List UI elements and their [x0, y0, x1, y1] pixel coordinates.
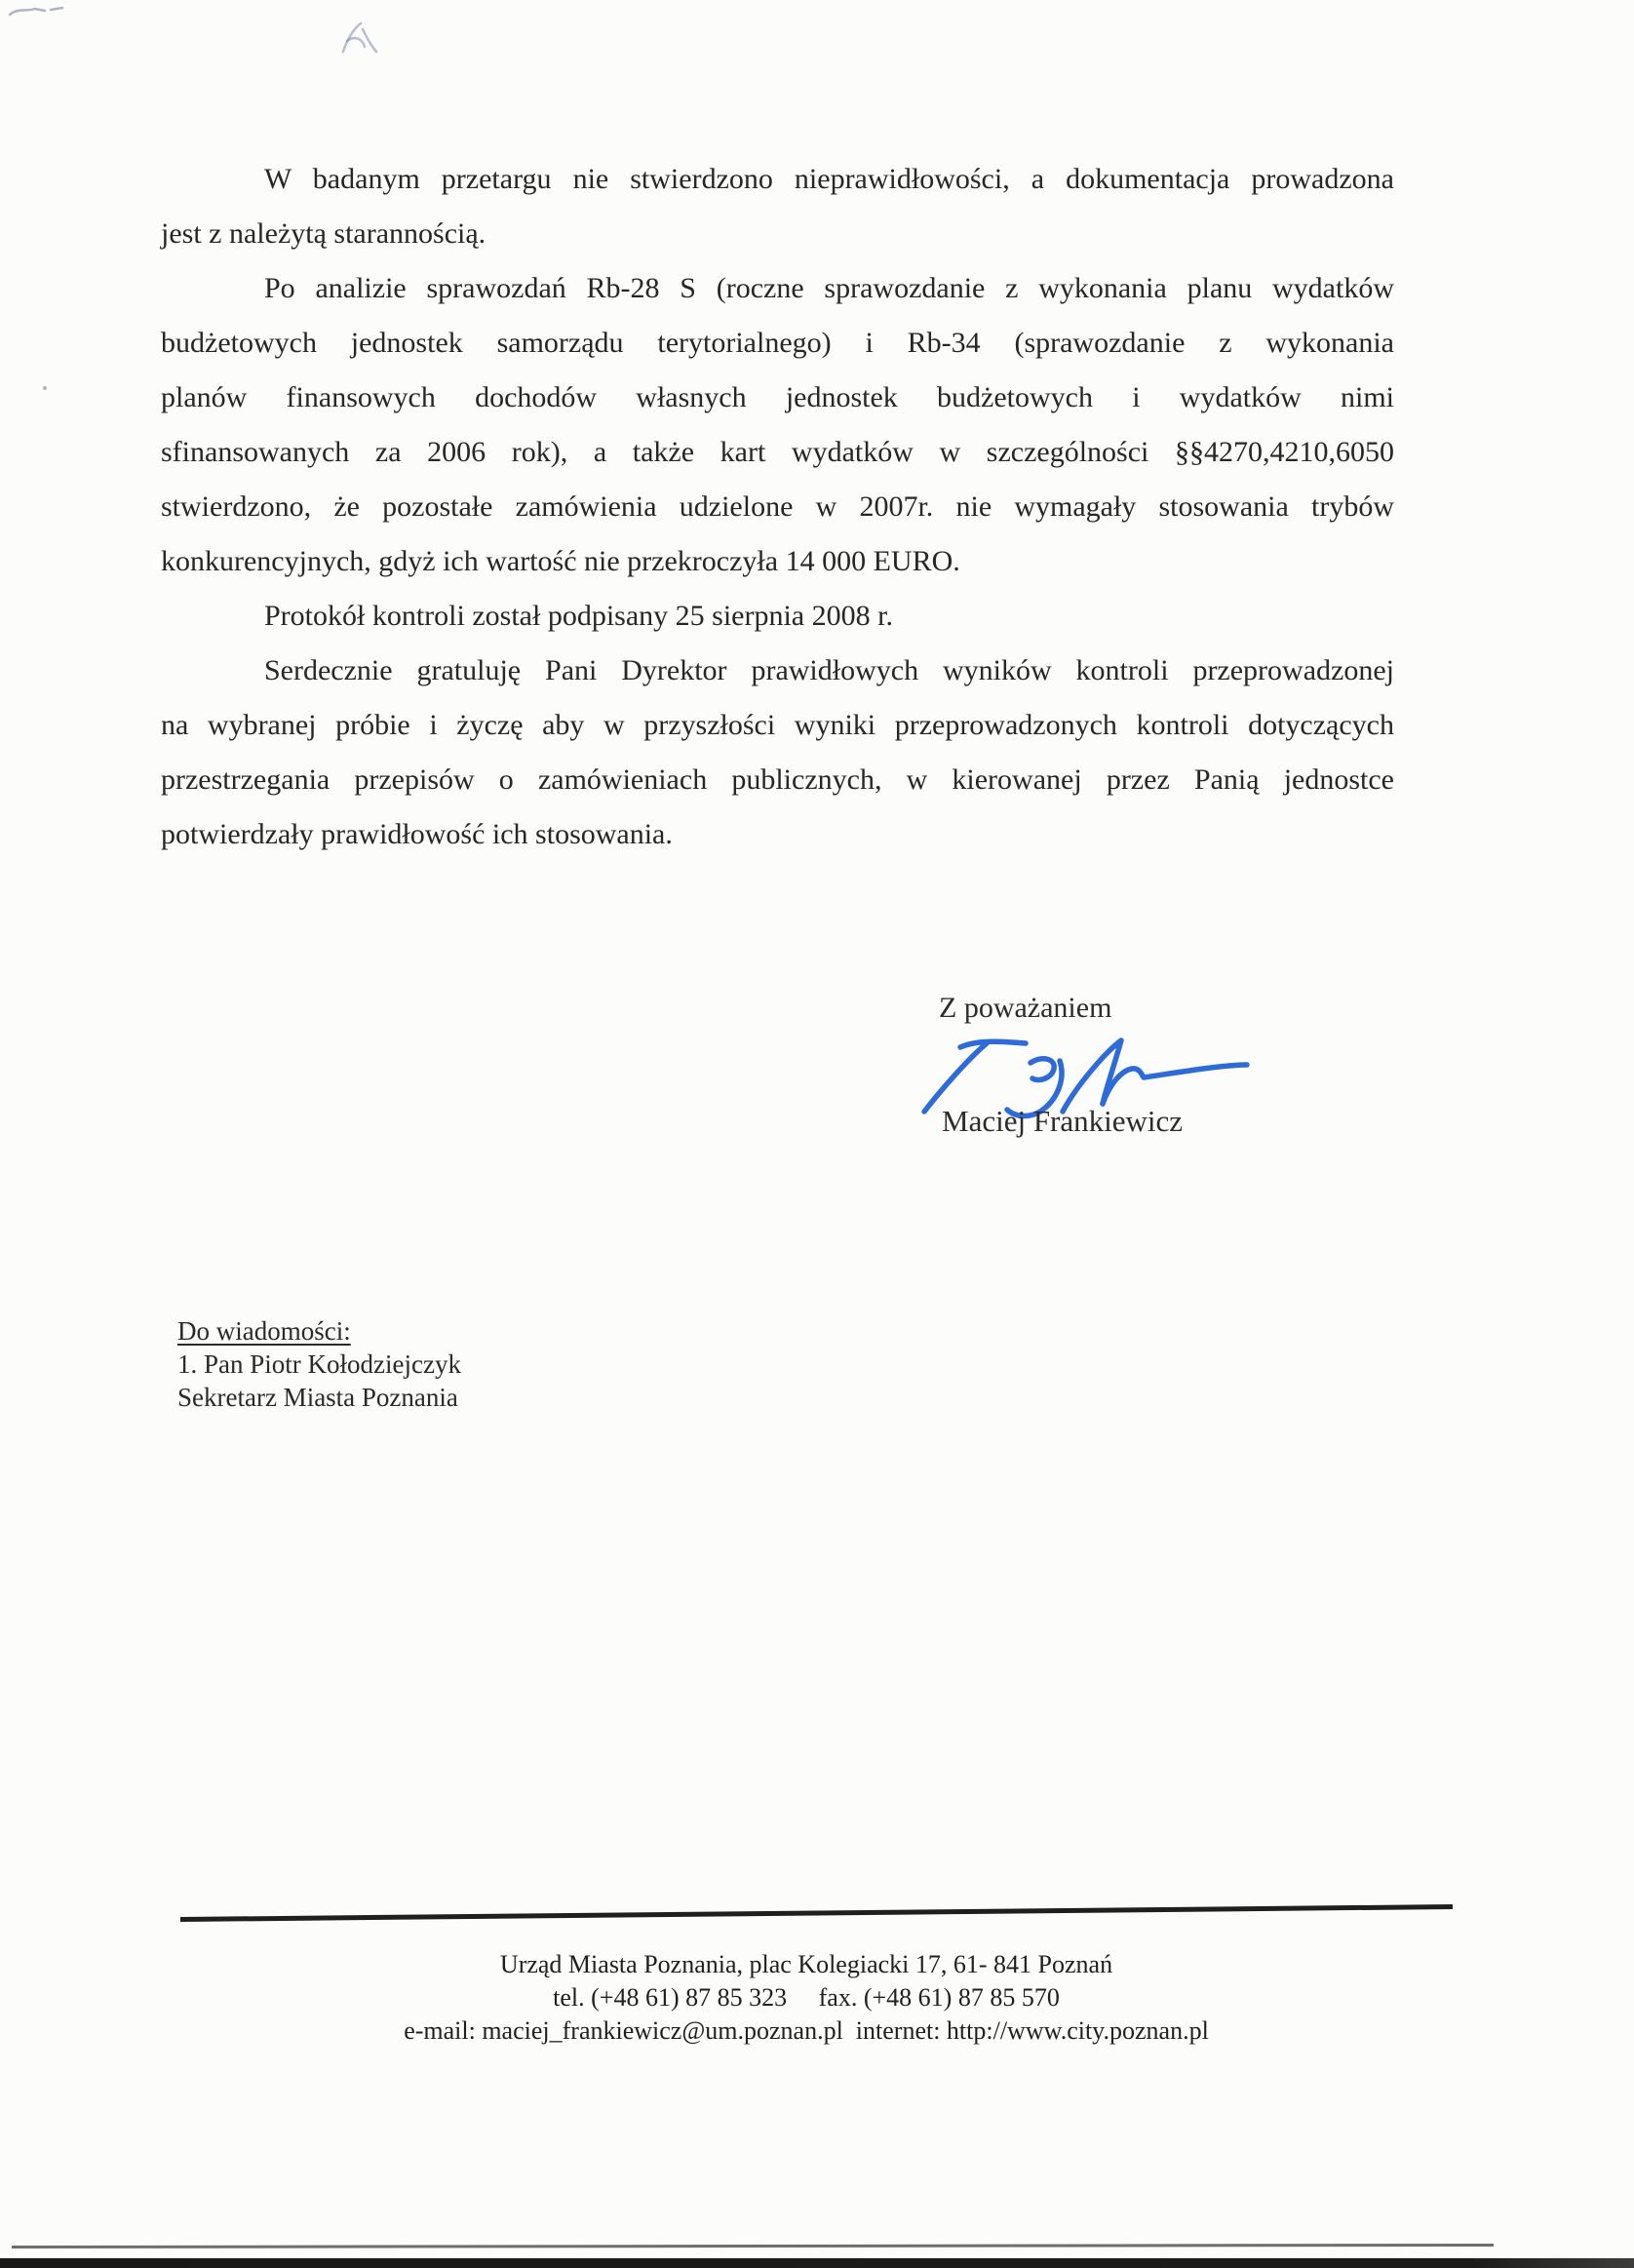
body-line: potwierdzały prawidłowość ich stosowania. [161, 818, 673, 850]
signature-stroke [1103, 1065, 1247, 1104]
body-line: Po analizie sprawozdań Rb-28 S (roczne sprawozdanie z wykonania planu wydatków [264, 272, 1394, 304]
body-line: jest z należytą starannością. [161, 217, 486, 250]
signature-stroke [1031, 1059, 1054, 1080]
cc-heading: Do wiadomości: [177, 1316, 351, 1346]
footer-address: Urząd Miasta Poznania, plac Kolegiacki 17, 61- 841 Poznań [499, 1950, 1113, 1978]
footer [0, 1948, 1613, 2048]
scan-artifact-speck [43, 386, 47, 390]
footer-contact: e-mail: maciej_frankiewicz@um.poznan.pl internet: http://www.city.poznan.pl [404, 2016, 1209, 2045]
body-line: stwierdzono, że pozostałe zamówienia udzielone w 2007r. nie wymagały stosowania trybów [161, 490, 1394, 523]
letter-body [161, 152, 1394, 862]
signer-name: Maciej Frankiewicz [942, 1104, 1184, 1138]
body-line: Protokół kontroli został podpisany 25 sierpnia 2008 r. [264, 600, 893, 632]
scan-artifact-mark [8, 2, 66, 21]
closing-text: Z poważaniem [939, 992, 1112, 1024]
body-line: konkurencyjnych, gdyż ich wartość nie przekroczyła 14 000 EURO. [161, 545, 960, 577]
body-line: sfinansowanych za 2006 rok), a także kart wydatków w szczególności §§4270,4210,6050 [161, 436, 1394, 468]
scan-artifact-mark [331, 20, 385, 59]
body-line: planów finansowych dochodów własnych jednostek budżetowych i wydatków nimi [161, 381, 1394, 413]
body-line: na wybranej próbie i życzę aby w przyszłości wyniki przeprowadzonych kontroli dotyczących [161, 709, 1394, 741]
footer-divider [180, 1904, 1453, 1922]
cc-block [177, 1314, 461, 1414]
footer-phone-fax: tel. (+48 61) 87 85 323 fax. (+48 61) 87 85 570 [553, 1983, 1060, 2012]
signature-stroke [960, 1041, 1026, 1047]
body-line: przestrzegania przepisów o zamówieniach publicznych, w kierowanej przez Panią jednostce [161, 763, 1394, 796]
scan-edge-line [12, 2244, 1494, 2248]
body-line: W badanym przetargu nie stwierdzono nieprawidłowości, a dokumentacja prowadzona [264, 163, 1394, 195]
body-line: budżetowych jednostek samorządu terytorialnego) i Rb-34 (sprawozdanie z wykonania [161, 327, 1394, 359]
scan-edge-bar [0, 2258, 1634, 2268]
cc-line: Sekretarz Miasta Poznania [177, 1383, 458, 1412]
cc-line: 1. Pan Piotr Kołodziejczyk [177, 1349, 461, 1379]
body-line: Serdecznie gratuluję Pani Dyrektor prawidłowych wyników kontroli przeprowadzonej [264, 654, 1394, 686]
